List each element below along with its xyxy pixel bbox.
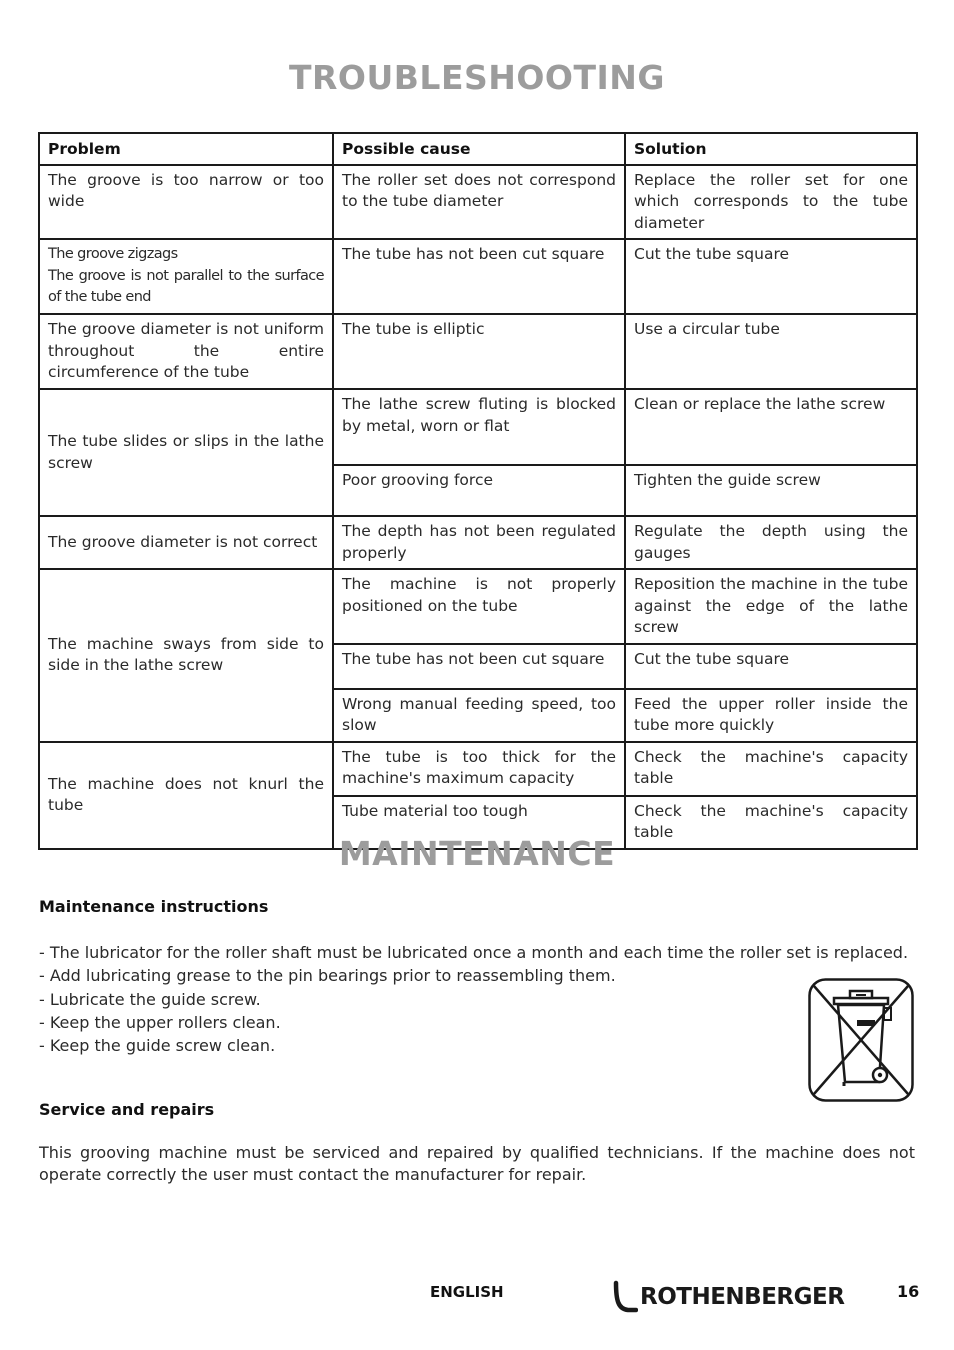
table-row <box>39 742 917 796</box>
problem-cell: The tube slides or slips in the lathe screw <box>39 389 333 516</box>
problem-cell: The groove diameter is not correct <box>39 516 333 569</box>
problem-cell: The machine does not knurl the tube <box>39 742 333 849</box>
solution-cell: Reposition the machine in the tube against the edge of the lathe screw <box>625 569 917 644</box>
problem-cell <box>39 239 333 314</box>
list-item: - Keep the upper rollers clean. <box>39 1012 281 1032</box>
cause-cell: Poor grooving force <box>333 465 625 516</box>
problem-cell: The machine sways from side to side in the lathe screw <box>39 569 333 742</box>
page-number: 16 <box>897 1282 920 1301</box>
cause-cell: The machine is not properly positioned on the tube <box>333 569 625 644</box>
cause-cell: Tube material too tough <box>333 796 625 849</box>
solution-cell: Use a circular tube <box>625 314 917 389</box>
cause-cell: The lathe screw fluting is blocked by metal, worn or flat <box>333 389 625 465</box>
solution-cell: Cut the tube square <box>625 644 917 689</box>
table-row <box>39 389 917 465</box>
solution-cell: Clean or replace the lathe screw <box>625 389 917 465</box>
table-row <box>39 569 917 644</box>
column-header-problem: Problem <box>39 133 333 165</box>
table-row <box>39 516 917 569</box>
problem-cell: The groove diameter is not uniform throughout the entire circumference of the tube <box>39 314 333 389</box>
solution-cell: Regulate the depth using the gauges <box>625 516 917 569</box>
cause-cell: The tube has not been cut square <box>333 239 625 314</box>
list-item: - Keep the guide screw clean. <box>39 1036 276 1056</box>
cause-cell: The roller set does not correspond to the tube diameter <box>333 165 625 240</box>
troubleshooting-title: TROUBLESHOOTING <box>289 58 665 97</box>
table-header-row <box>39 133 917 165</box>
cause-cell: The tube is too thick for the machine's maximum capacity <box>333 742 625 796</box>
footer-language: ENGLISH <box>430 1283 504 1301</box>
logo-hook-icon <box>612 1280 638 1314</box>
solution-cell: Cut the tube square <box>625 239 917 314</box>
solution-cell: Feed the upper roller inside the tube more quickly <box>625 689 917 742</box>
brand-name: ROTHENBERGER <box>640 1284 845 1310</box>
maintenance-instructions-list <box>39 941 908 1057</box>
column-header-solution: Solution <box>625 133 917 165</box>
maintenance-title: MAINTENANCE <box>338 834 616 873</box>
rothenberger-logo <box>612 1280 844 1314</box>
problem-cell: The groove is too narrow or too wide <box>39 165 333 240</box>
cause-cell: The tube has not been cut square <box>333 644 625 689</box>
problem-line: The groove is not parallel to the surface of the tube end <box>48 267 324 305</box>
service-and-repairs-text: This grooving machine must be serviced and repaired by qualified technicians. If the machine does not operate correctly the user must contact the manufacturer for repair. <box>39 1143 915 1184</box>
problem-line: The groove zigzags <box>48 246 178 262</box>
table-row <box>39 165 917 240</box>
troubleshooting-table <box>38 132 918 850</box>
cause-cell: The tube is elliptic <box>333 314 625 389</box>
cause-cell: The depth has not been regulated properly <box>333 516 625 569</box>
solution-cell: Check the machine's capacity table <box>625 796 917 849</box>
list-item: - Add lubricating grease to the pin bearings prior to reassembling them. <box>39 966 616 986</box>
crossed-out-wheelie-bin-icon <box>808 978 914 1102</box>
solution-cell: Tighten the guide screw <box>625 465 917 516</box>
table-row <box>39 239 917 314</box>
maintenance-instructions-heading: Maintenance instructions <box>39 897 269 916</box>
cause-cell: Wrong manual feeding speed, too slow <box>333 689 625 742</box>
solution-cell: Replace the roller set for one which corresponds to the tube diameter <box>625 165 917 240</box>
column-header-cause: Possible cause <box>333 133 625 165</box>
list-item: - The lubricator for the roller shaft must be lubricated once a month and each time the roller set is replaced. <box>39 943 909 962</box>
solution-cell: Check the machine's capacity table <box>625 742 917 796</box>
list-item: - Lubricate the guide screw. <box>39 989 261 1009</box>
table-row <box>39 314 917 389</box>
service-and-repairs-heading: Service and repairs <box>39 1100 215 1119</box>
